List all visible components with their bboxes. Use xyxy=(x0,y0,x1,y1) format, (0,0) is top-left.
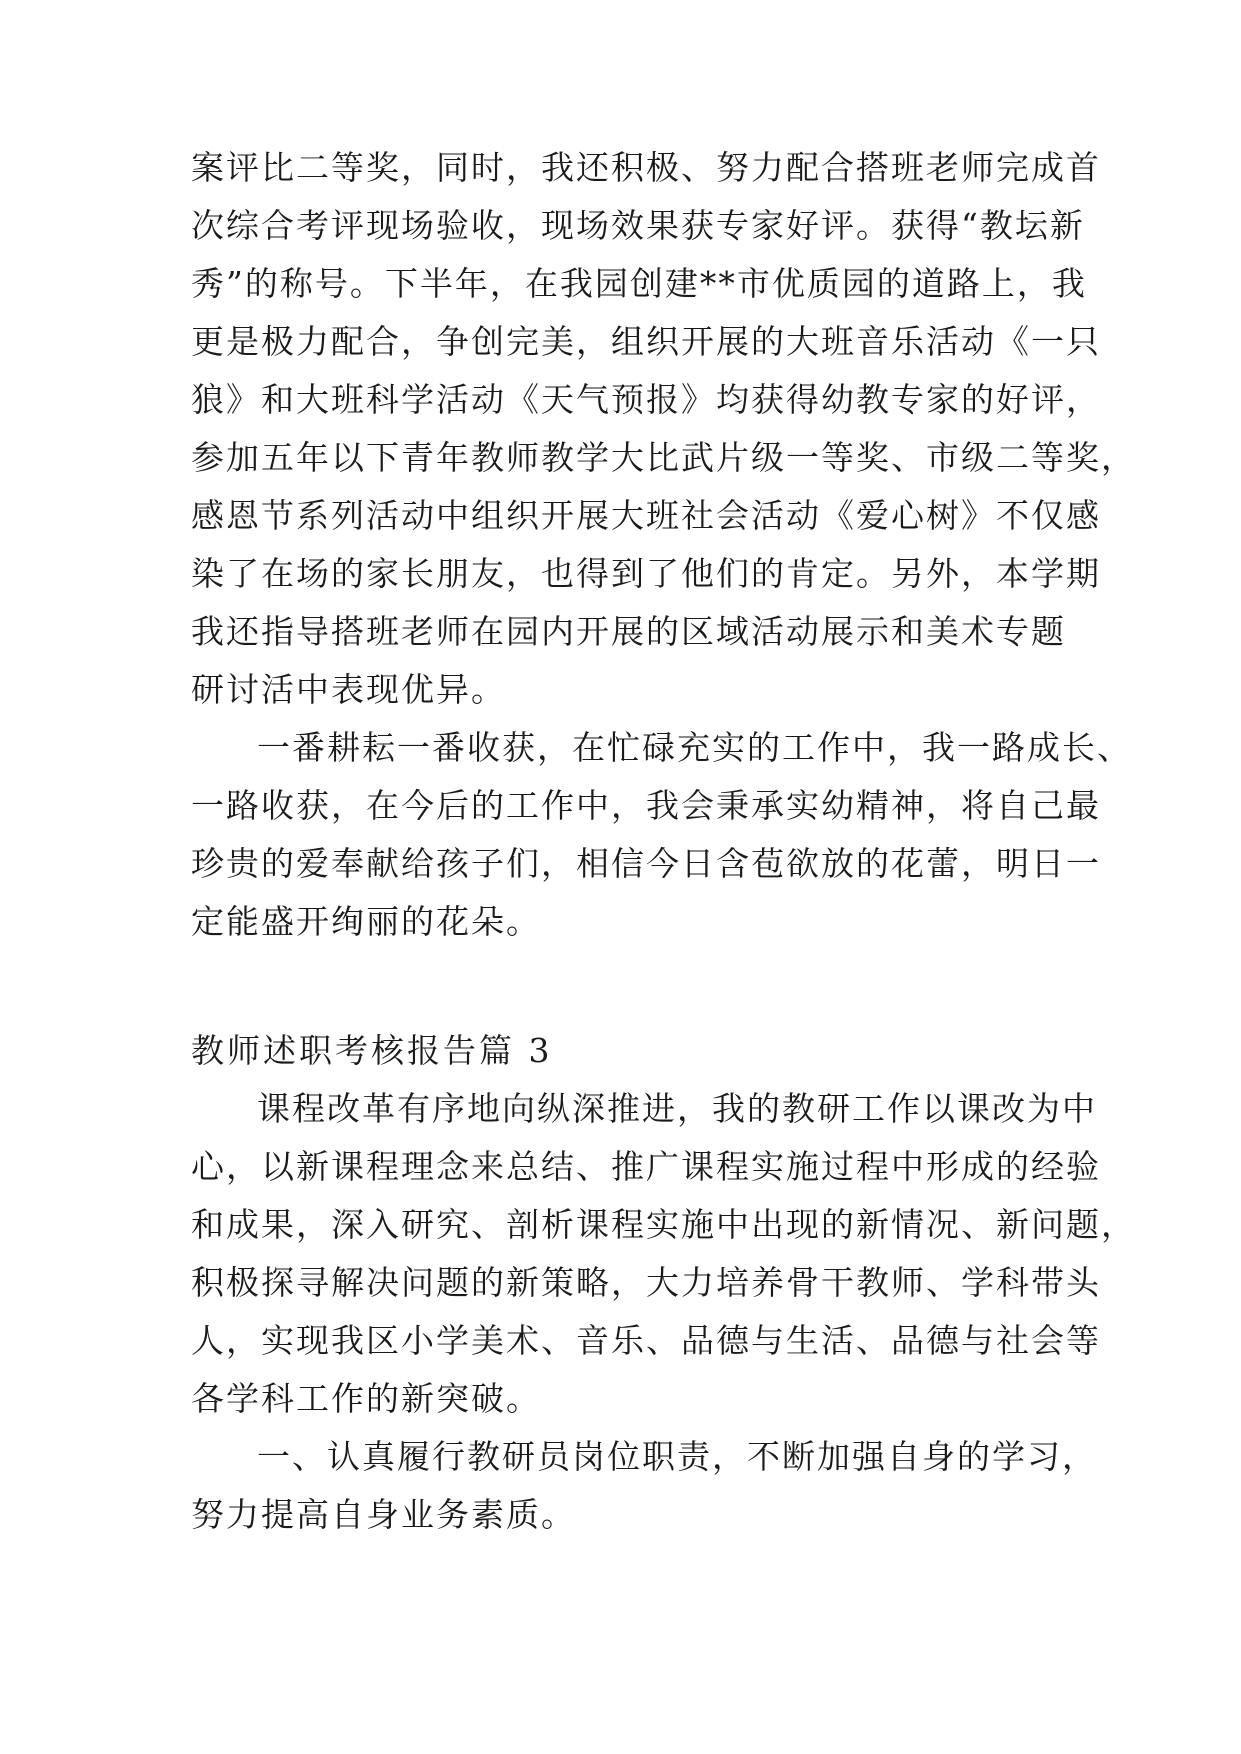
paragraph-line: 努力提高自身业务素质。 xyxy=(191,1495,576,1534)
paragraph-line: 人，实现我区小学美术、音乐、品德与生活、品德与社会等 xyxy=(191,1321,1101,1360)
paragraph-line: 积极探寻解决问题的新策略，大力培养骨干教师、学科带头 xyxy=(191,1263,1101,1302)
paragraph-line: 次综合考评现场验收，现场效果获专家好评。获得“教坛新 xyxy=(191,206,1085,245)
section-heading: 教师述职考核报告篇 3 xyxy=(191,1031,553,1070)
paragraph-line: 案评比二等奖，同时，我还积极、努力配合搭班老师完成首 xyxy=(191,148,1101,187)
paragraph-line: 参加五年以下青年教师教学大比武片级一等奖、市级二等奖， xyxy=(191,438,1136,477)
paragraph-line: 染了在场的家长朋友，也得到了他们的肯定。另外，本学期 xyxy=(191,554,1101,593)
paragraph-line: 珍贵的爱奉献给孩子们，相信今日含苞欲放的花蕾，明日一 xyxy=(191,844,1101,883)
paragraph-line: 更是极力配合，争创完美，组织开展的大班音乐活动《一只 xyxy=(191,322,1101,361)
paragraph-line: 秀”的称号。下半年，在我园创建**市优质园的道路上，我 xyxy=(191,264,1087,303)
paragraph-line: 一、认真履行教研员岗位职责，不断加强自身的学习， xyxy=(257,1437,1097,1476)
paragraph-line: 研讨活中表现优异。 xyxy=(191,670,506,709)
paragraph-line: 各学科工作的新突破。 xyxy=(191,1379,541,1418)
paragraph-line: 一路收获，在今后的工作中，我会秉承实幼精神，将自己最 xyxy=(191,786,1101,825)
paragraph-line: 我还指导搭班老师在园内开展的区域活动展示和美术专题 xyxy=(191,612,1066,651)
paragraph-line: 狼》和大班科学活动《天气预报》均获得幼教专家的好评， xyxy=(191,380,1101,419)
paragraph-line: 心，以新课程理念来总结、推广课程实施过程中形成的经验 xyxy=(191,1147,1101,1186)
paragraph-line: 一番耕耘一番收获，在忙碌充实的工作中，我一路成长、 xyxy=(257,728,1132,767)
paragraph-line: 定能盛开绚丽的花朵。 xyxy=(191,902,541,941)
paragraph-line: 和成果，深入研究、剖析课程实施中出现的新情况、新问题， xyxy=(191,1205,1136,1244)
paragraph-line: 感恩节系列活动中组织开展大班社会活动《爱心树》不仅感 xyxy=(191,496,1101,535)
paragraph-line: 课程改革有序地向纵深推进，我的教研工作以课改为中 xyxy=(257,1089,1097,1128)
